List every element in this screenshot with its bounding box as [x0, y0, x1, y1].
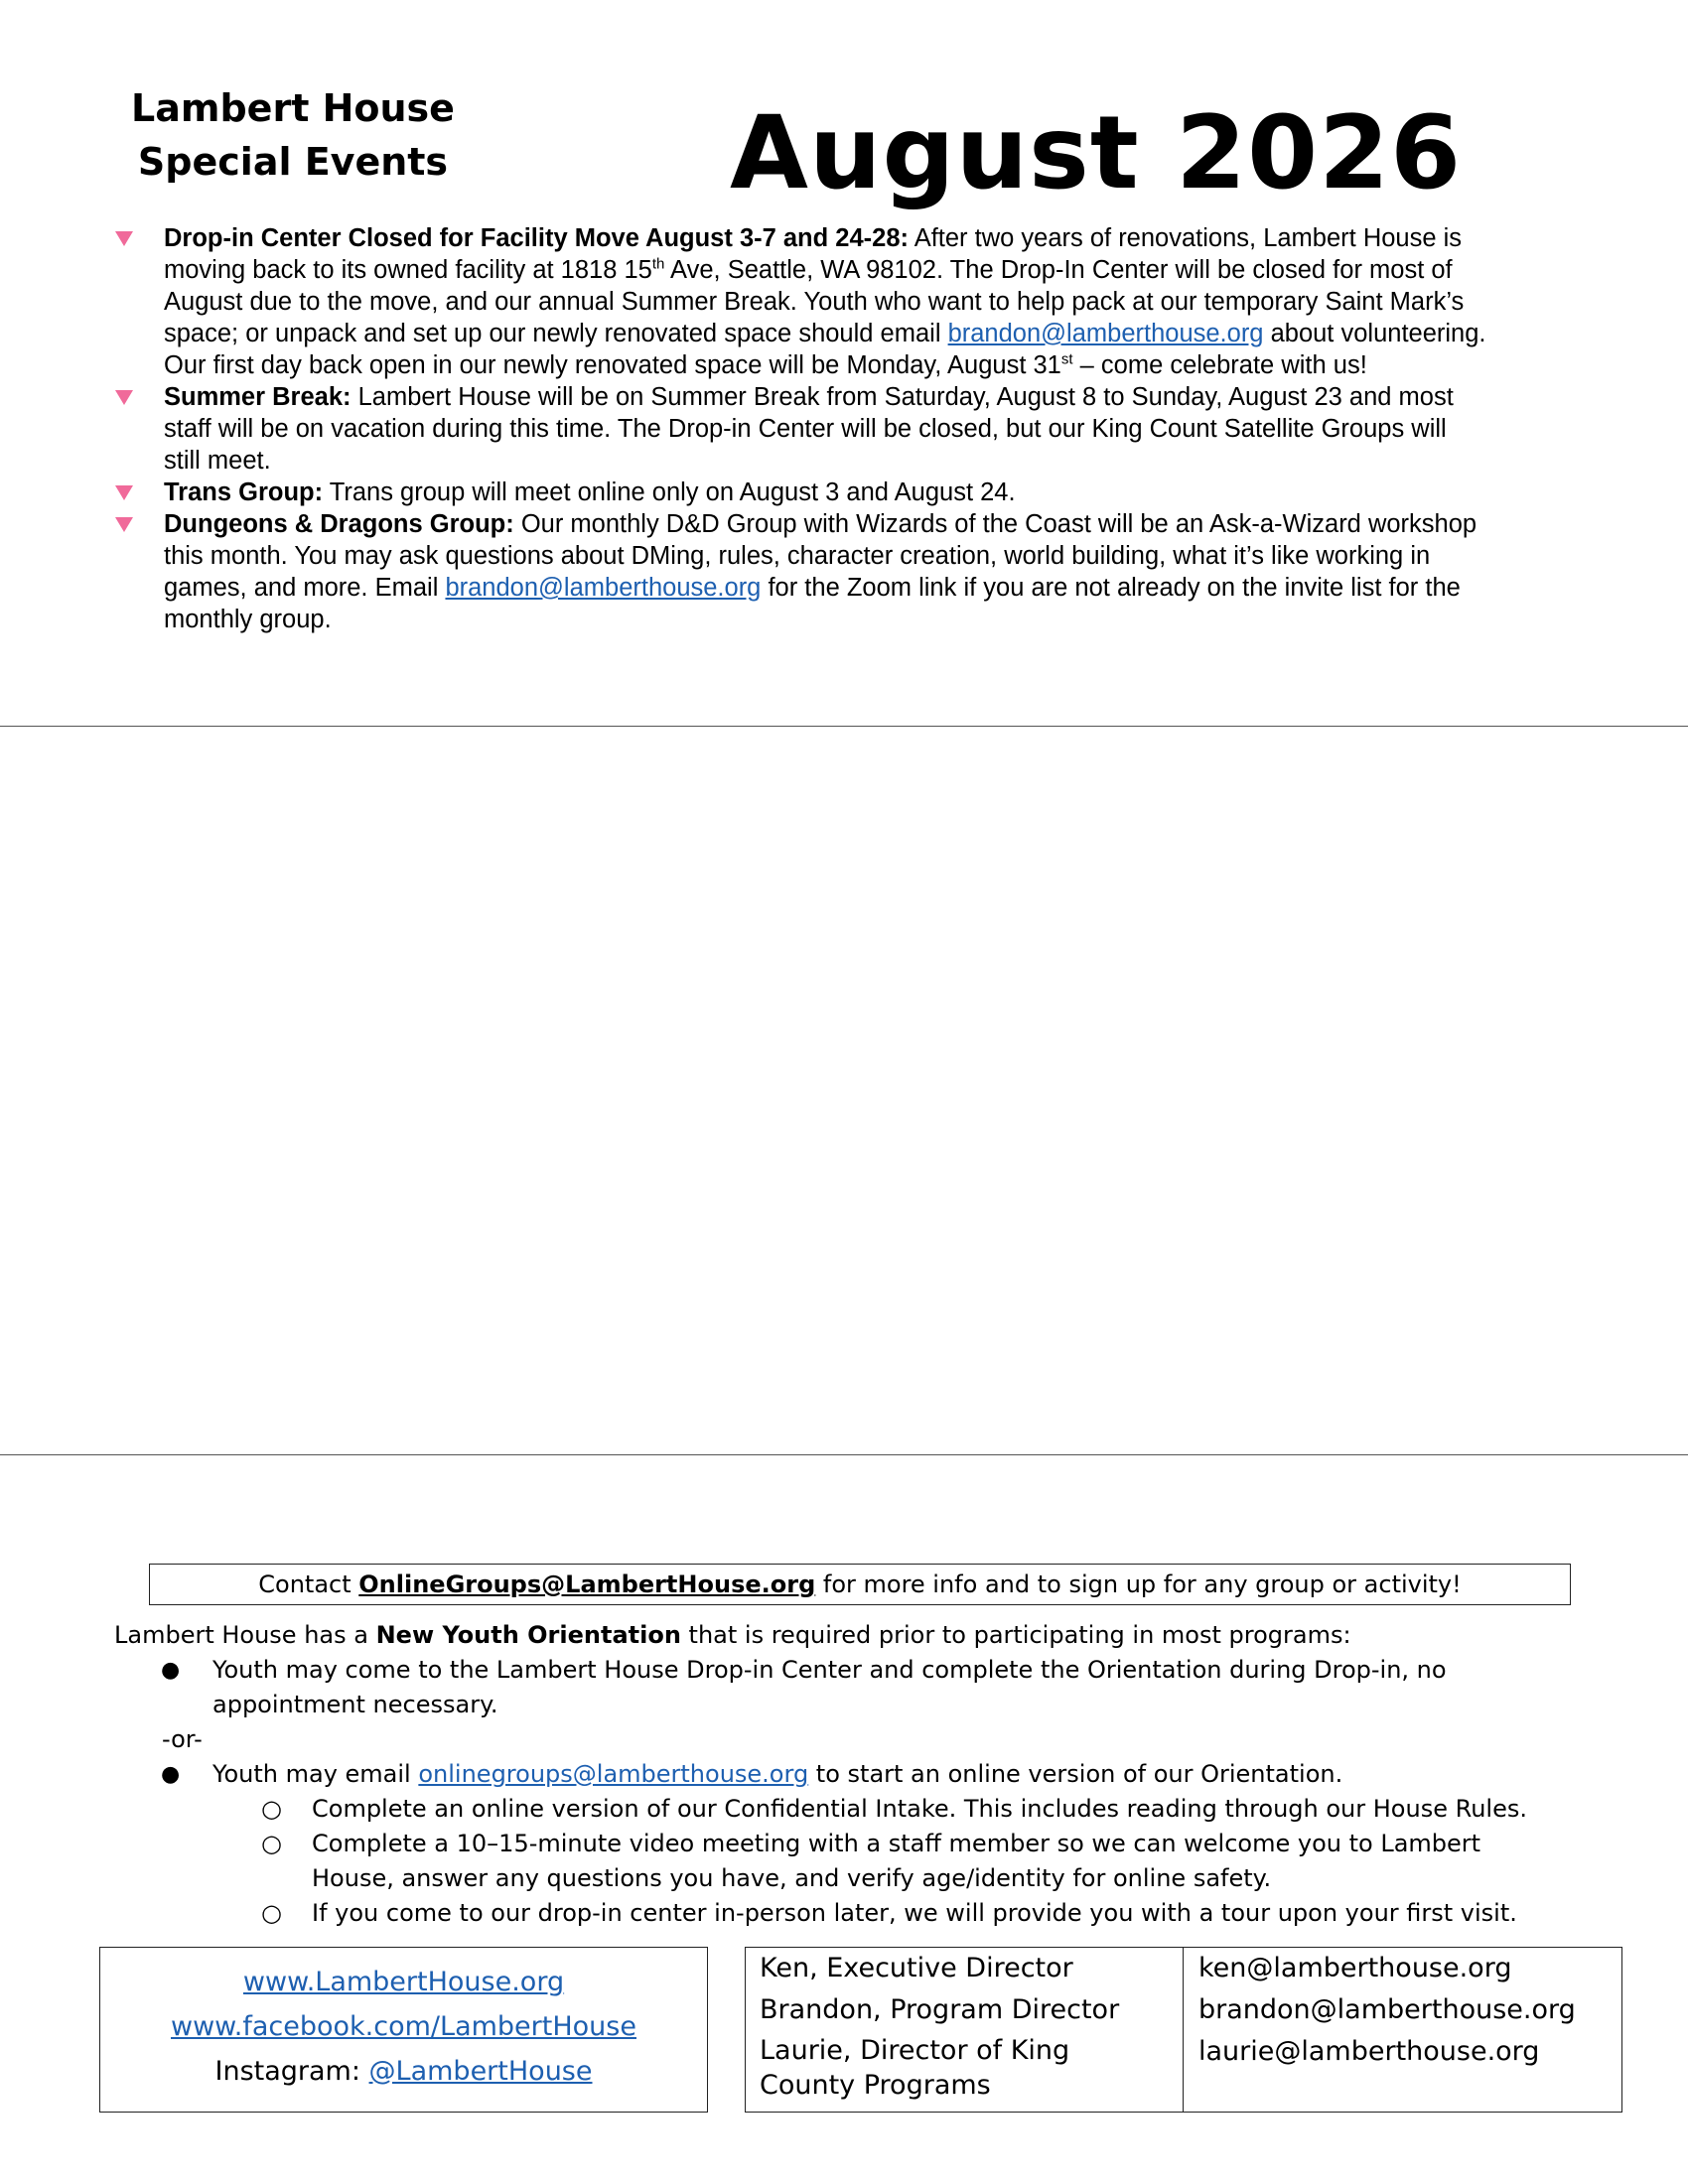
- staff-role-laurie: Laurie, Director of King County Programs: [760, 2035, 1070, 2101]
- pink-triangle-bullet-icon: [115, 231, 133, 246]
- bullet-dot-icon: ●: [161, 1762, 181, 1787]
- orientation-bullet-dropin: Youth may come to the Lambert House Drop-in Center and complete the Orientation during Drop-in, no appointment necessary.: [212, 1656, 1447, 1718]
- circle-bullet-icon: ○: [261, 1899, 282, 1927]
- event-item-dnd-group: Dungeons & Dragons Group: Our monthly D&D Group with Wizards of the Coast will be an Ask-a-Wizard workshop this month. You may ask questions about DMing, rules, character creation, world building, what it’s like working in games, and more. Email brandon@lamberthouse.org for the Zoom link if you are not already on the invite list for the monthly group.: [109, 508, 1609, 635]
- staff-role-ken: Ken, Executive Director: [760, 1953, 1073, 1983]
- org-title: [114, 81, 472, 189]
- event-item-trans-group: Trans Group: Trans group will meet online only on August 3 and August 24.: [109, 477, 1609, 508]
- social-links-box: www.LambertHouse.org www.facebook.com/LambertHouse Instagram: @LambertHouse: [99, 1947, 708, 2113]
- pink-triangle-bullet-icon: [115, 390, 133, 405]
- table-column-divider: [1183, 1948, 1184, 2112]
- contact-banner: Contact OnlineGroups@LambertHouse.org for more info and to sign up for any group or activity!: [149, 1564, 1571, 1605]
- event-item-summer-break: Summer Break: Lambert House will be on Summer Break from Saturday, August 8 to Sunday, August 23 and most staff will be on vacation during this time. The Drop-in Center will be closed, but our King Count Satellite Groups will still meet.: [109, 381, 1609, 477]
- circle-bullet-icon: ○: [261, 1830, 282, 1857]
- pink-triangle-bullet-icon: [115, 517, 133, 532]
- circle-bullet-icon: ○: [261, 1795, 282, 1823]
- divider-top: [0, 726, 1688, 727]
- email-link-brandon[interactable]: brandon@lamberthouse.org: [947, 320, 1264, 347]
- event-title: Drop-in Center Closed for Facility Move August 3-7 and 24-28:: [164, 224, 910, 252]
- orientation-bullet-online: Youth may email onlinegroups@lamberthouse.org to start an online version of our Orientation.: [212, 1760, 1343, 1788]
- orientation-intro: Lambert House has a New Youth Orientation that is required prior to participating in most programs:: [114, 1621, 1351, 1649]
- month-title: August 2026: [730, 94, 1463, 212]
- staff-email-ken[interactable]: ken@lamberthouse.org: [1198, 1953, 1512, 1983]
- orientation-sub-video: Complete a 10–15-minute video meeting with a staff member so we can welcome you to Lambert House, answer any questions you have, and verify age/identity for online safety.: [312, 1830, 1481, 1892]
- org-title-line2: Special Events: [137, 140, 449, 184]
- orientation-sub-intake: Complete an online version of our Confidential Intake. This includes reading through our House Rules.: [312, 1795, 1527, 1823]
- email-link-onlinegroups[interactable]: onlinegroups@lamberthouse.org: [418, 1760, 809, 1788]
- divider-bottom: [0, 1454, 1688, 1455]
- staff-role-brandon: Brandon, Program Director: [760, 1994, 1120, 2025]
- org-title-line1: Lambert House: [131, 86, 455, 130]
- pink-triangle-bullet-icon: [115, 485, 133, 500]
- event-item-facility-move: Drop-in Center Closed for Facility Move August 3-7 and 24-28: After two years of renovations, Lambert House is moving back to its owned facility at 1818 15th Ave, Seattle, WA 98102. The Drop-In Center will be closed for most of August due to the move, and our annual Summer Break. Youth who want to help pack at our temporary Saint Mark’s space; or unpack and set up our newly renovated space should email brandon@lamberthouse.org about volunteering. Our first day back open in our newly renovated space will be Monday, August 31st – come celebrate with us!: [109, 222, 1609, 381]
- website-link[interactable]: www.LambertHouse.org: [242, 1967, 565, 1997]
- events-list: [109, 222, 1609, 635]
- event-title: Dungeons & Dragons Group:: [164, 510, 514, 538]
- contact-email-link[interactable]: OnlineGroups@LambertHouse.org: [358, 1570, 816, 1598]
- or-separator: -or-: [162, 1725, 203, 1753]
- event-title: Trans Group:: [164, 478, 324, 506]
- orientation-sub-tour: If you come to our drop-in center in-person later, we will provide you with a tour upon your first visit.: [312, 1899, 1517, 1927]
- staff-email-brandon[interactable]: brandon@lamberthouse.org: [1198, 1994, 1576, 2025]
- event-title: Summer Break:: [164, 383, 352, 411]
- bullet-dot-icon: ●: [161, 1658, 181, 1683]
- staff-contacts-table: [745, 1947, 1622, 2113]
- facebook-link[interactable]: www.facebook.com/LambertHouse: [171, 2011, 636, 2042]
- instagram-link[interactable]: @LambertHouse: [368, 2056, 593, 2087]
- email-link-brandon[interactable]: brandon@lamberthouse.org: [445, 574, 762, 602]
- staff-email-laurie[interactable]: laurie@lamberthouse.org: [1198, 2036, 1540, 2067]
